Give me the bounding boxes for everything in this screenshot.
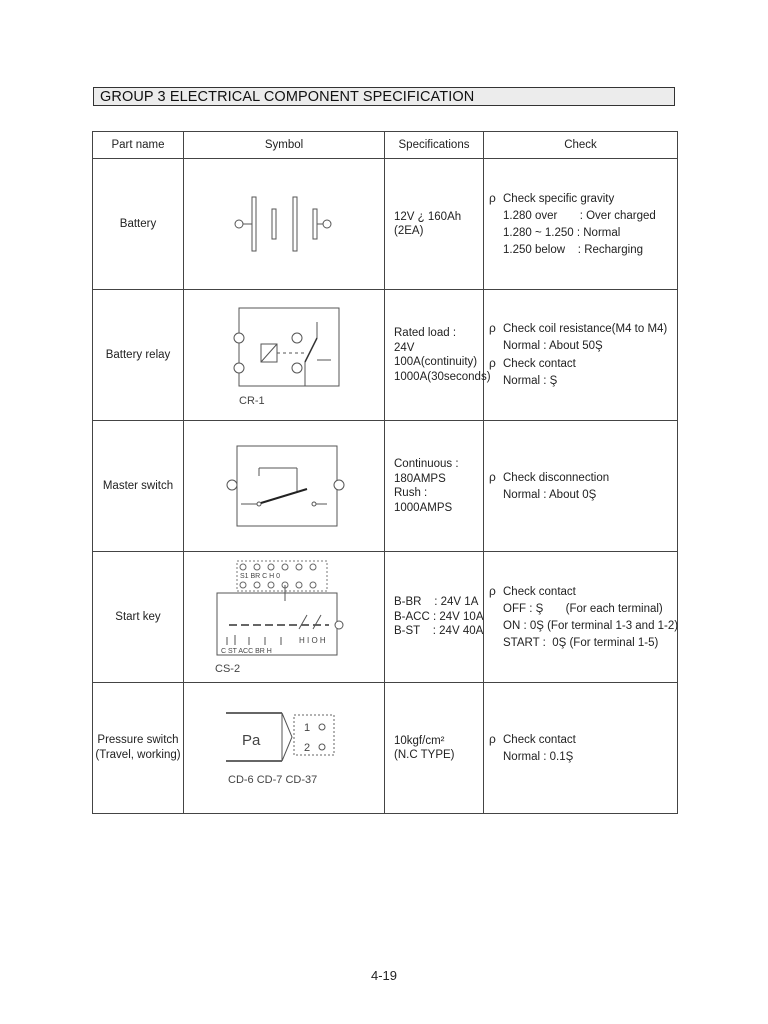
bullet-icon: ρ — [489, 731, 496, 746]
component-spec-table — [92, 131, 678, 814]
battery-symbol — [184, 159, 385, 290]
check-line: Normal : About 0Ş — [503, 488, 597, 501]
header-symbol: Symbol — [184, 132, 385, 159]
spec-line: 12V ¿ 160Ah — [394, 210, 462, 223]
part-name: Battery — [93, 159, 184, 290]
terminal-1-label: 1 — [304, 722, 311, 734]
relay-symbol-icon — [219, 300, 349, 410]
check-line: Normal : About 50Ş — [503, 340, 603, 352]
spec-line: B-ACC : 24V 10A — [394, 610, 484, 623]
header-specifications: Specifications — [385, 132, 484, 159]
check-line: ρ Check disconnection — [489, 469, 610, 484]
check-line: 1.250 below : Recharging — [503, 243, 644, 256]
section-title: GROUP 3 ELECTRICAL COMPONENT SPECIFICATION — [93, 87, 675, 106]
part-name: Start key — [93, 552, 184, 683]
spec-line: B-ST : 24V 40A — [394, 625, 484, 638]
check-line: START : 0Ş (For terminal 1-5) — [503, 636, 659, 649]
bullet-icon: ρ — [489, 190, 496, 205]
check-line: ρ Check contact — [489, 731, 576, 746]
start-key-symbol — [184, 552, 385, 683]
terminals-top: S1 BR C H 0 — [240, 573, 281, 580]
page-number: 4-19 — [370, 968, 398, 983]
spec-line: Rush : — [394, 487, 428, 499]
check-line: OFF : Ş (For each terminal) — [503, 602, 663, 615]
check-line: ρ Check contact — [489, 583, 576, 598]
check-cell — [484, 421, 678, 552]
part-name: Master switch — [93, 421, 184, 552]
part-name — [93, 683, 184, 814]
battery-symbol-icon — [229, 189, 339, 259]
header-part-name: Part name — [93, 132, 184, 159]
spec-line: Continuous : — [394, 458, 459, 470]
spec-line: 10kgf/cm² — [394, 734, 445, 747]
check-cell — [484, 290, 678, 421]
spec-line: (N.C TYPE) — [394, 749, 455, 761]
pressure-switch-symbol — [184, 683, 385, 814]
table-row-pressure-switch — [93, 683, 678, 814]
table-row-battery-relay — [93, 290, 678, 421]
spec-line: 1000A(30seconds) — [394, 370, 491, 383]
spec-line: B-BR : 24V 1A — [394, 596, 479, 609]
check-line: ρ Check specific gravity — [489, 190, 615, 205]
spec-line: (2EA) — [394, 225, 424, 237]
check-line: 1.280 ~ 1.250 : Normal — [503, 226, 621, 239]
specifications — [385, 159, 484, 290]
check-cell — [484, 683, 678, 814]
table-row-battery — [93, 159, 678, 290]
bullet-icon: ρ — [489, 356, 496, 370]
key-positions: H I O H — [299, 636, 326, 645]
terminal-2-label: 2 — [304, 742, 311, 754]
spec-line: 180AMPS — [394, 472, 446, 485]
start-key-symbol-icon — [209, 557, 359, 677]
specifications — [385, 552, 484, 683]
spec-line: 24V — [394, 341, 415, 354]
table-row-master-switch — [93, 421, 678, 552]
terminals-bottom: C ST ACC BR H — [221, 648, 272, 655]
spec-line: Rated load : — [394, 327, 457, 339]
key-label: CS-2 — [215, 663, 241, 675]
part-name: Battery relay — [93, 290, 184, 421]
master-switch-symbol — [184, 421, 385, 552]
check-cell — [484, 159, 678, 290]
battery-relay-symbol — [184, 290, 385, 421]
spec-line: 1000AMPS — [394, 501, 453, 514]
check-cell — [484, 552, 678, 683]
check-line: ρ Check contact — [489, 356, 576, 370]
check-line: ON : 0Ş (For terminal 1-3 and 1-2) — [503, 619, 679, 632]
master-switch-symbol-icon — [219, 441, 349, 531]
part-name-line: (Travel, working) — [95, 749, 181, 761]
pressure-switch-symbol-icon — [214, 705, 354, 791]
bullet-icon: ρ — [489, 583, 496, 598]
table-header-row — [93, 132, 678, 159]
bullet-icon: ρ — [489, 321, 496, 335]
specifications — [385, 290, 491, 421]
check-line: Normal : 0.1Ş — [503, 750, 574, 763]
specifications — [385, 421, 484, 552]
table-row-start-key — [93, 552, 678, 683]
check-line: ρ Check coil resistance(M4 to M4) — [489, 321, 668, 335]
check-line: Normal : Ş — [503, 375, 558, 387]
bullet-icon: ρ — [489, 469, 496, 484]
part-name-line: Pressure switch — [97, 734, 179, 746]
check-line: 1.280 over : Over charged — [503, 209, 656, 222]
header-check: Check — [484, 132, 678, 159]
pressure-switch-label: CD-6 CD-7 CD-37 — [228, 774, 318, 786]
specifications — [385, 683, 484, 814]
pa-label: Pa — [242, 732, 261, 749]
spec-line: 100A(continuity) — [394, 356, 478, 368]
relay-label: CR-1 — [239, 395, 265, 407]
